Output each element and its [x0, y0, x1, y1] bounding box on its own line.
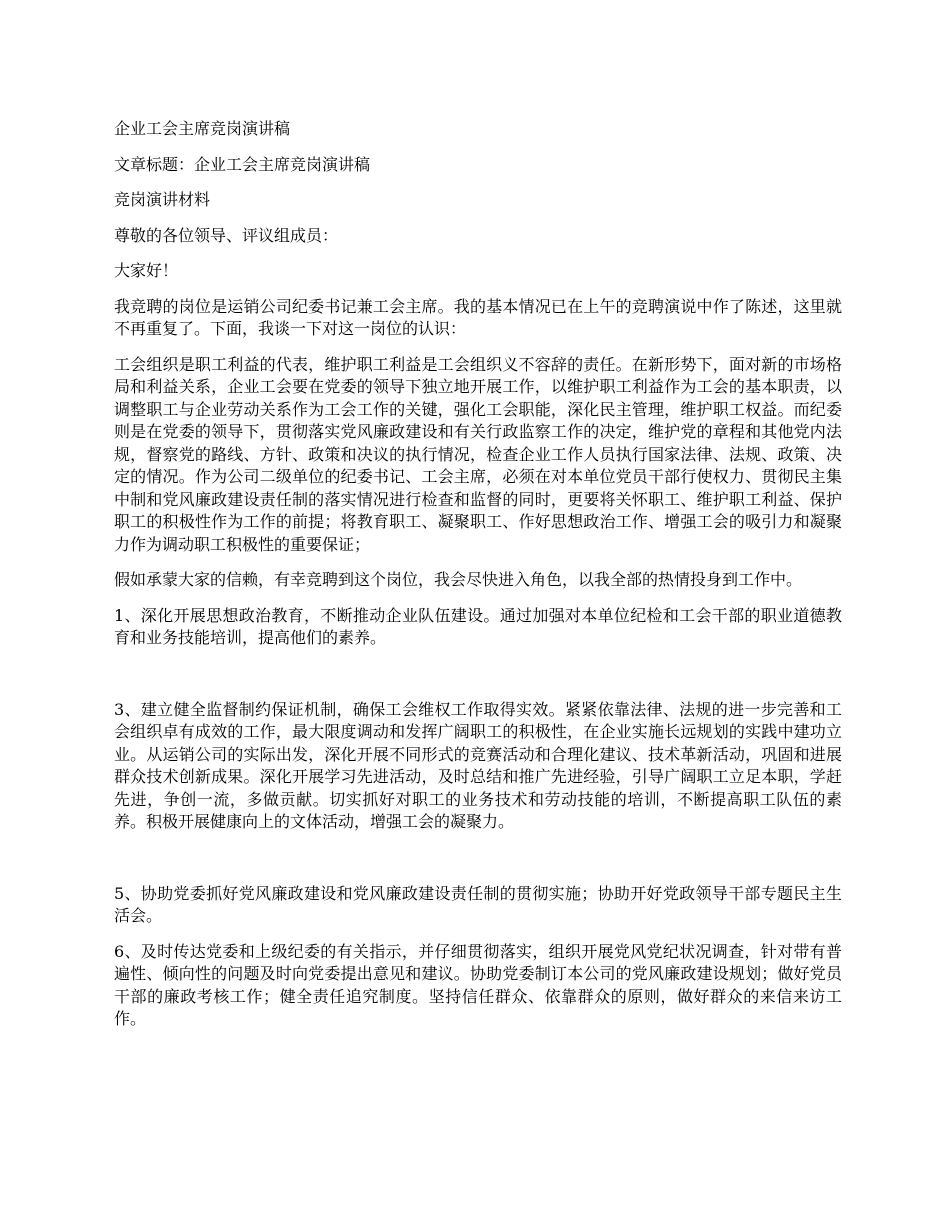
list-item-1: 1、深化开展思想政治教育，不断推动企业队伍建设。通过加强对本单位纪检和工会干部的职业道德教育和业务技能培训，提高他们的素养。: [114, 605, 842, 647]
intro-paragraph: 我竞聘的岗位是运销公司纪委书记兼工会主席。我的基本情况已在上午的竞聘演说中作了陈述，这里就不再重复了。下面，我谈一下对这一岗位的认识：: [114, 296, 842, 338]
commitment-paragraph: 假如承蒙大家的信赖，有幸竞聘到这个岗位，我会尽快进入角色，以我全部的热情投身到工作中。: [114, 570, 803, 589]
understanding-paragraph: 工会组织是职工利益的代表，维护职工利益是工会组织义不容辞的责任。在新形势下，面对新的市场格局和利益关系，企业工会要在党委的领导下独立地开展工作，以维护职工利益作为工会的基本职责，以调整职工与企业劳动关系作为工会工作的关键，强化工会职能，深化民主管理，维护职工权益。而纪委则是在党委的领导下，贯彻落实党风廉政建设和有关行政监察工作的决定，维护党的章程和其他党内法规，督察党的路线、方针、政策和决议的执行情况，检查企业工作人员执行国家法律、法规、政策、决定的情况。作为公司二级单位的纪委书记、工会主席，必须在对本单位党员干部行使权力、贯彻民主集中制和党风廉政建设责任制的落实情况进行检查和监督的同时，更要将关怀职工、维护职工利益、保护职工的积极性作为工作的前提；将教育职工、凝聚职工、作好思想政治工作、增强工会的吸引力和凝聚力作为调动职工积极性的重要保证；: [114, 354, 842, 554]
article-title-line: 文章标题：企业工会主席竞岗演讲稿: [114, 154, 371, 174]
list-item-3: 3、建立健全监督制约保证机制，确保工会维权工作取得实效。紧紧依靠法律、法规的进一步完善和工会组织卓有成效的工作，最大限度调动和发挥广阔职工的积极性，在企业实施长远规划的实践中建功立业。从运销公司的实际出发，深化开展不同形式的竞赛活动和合理化建议、技术革新活动，巩固和进展群众技术创新成果。深化开展学习先进活动，及时总结和推广先进经验，引导广阔职工立足本职，学赶先进，争创一流，多做贡献。切实抓好对职工的业务技术和劳动技能的培训，不断提高职工队伍的素养。积极开展健康向上的文体活动，增强工会的凝聚力。: [114, 699, 842, 831]
document-title: 企业工会主席竞岗演讲稿: [114, 119, 291, 138]
list-item-6: 6、及时传达党委和上级纪委的有关指示，并仔细贯彻落实，组织开展党风党纪状况调查，针对带有普遍性、倾向性的问题及时向党委提出意见和建议。协助党委制订本公司的党风廉政建设规划；做好党员干部的廉政考核工作；健全责任追究制度。坚持信任群众、依靠群众的原则，做好群众的来信来访工作。: [114, 941, 842, 1028]
category-line: 竞岗演讲材料: [114, 190, 211, 209]
document-body: [114, 118, 842, 1044]
salutation: 尊敬的各位领导、评议组成员：: [114, 225, 339, 245]
list-item-5: 5、协助党委抓好党风廉政建设和党风廉政建设责任制的贯彻实施；协助开好党政领导干部专题民主生活会。: [114, 883, 842, 925]
greeting: 大家好！: [114, 261, 179, 280]
